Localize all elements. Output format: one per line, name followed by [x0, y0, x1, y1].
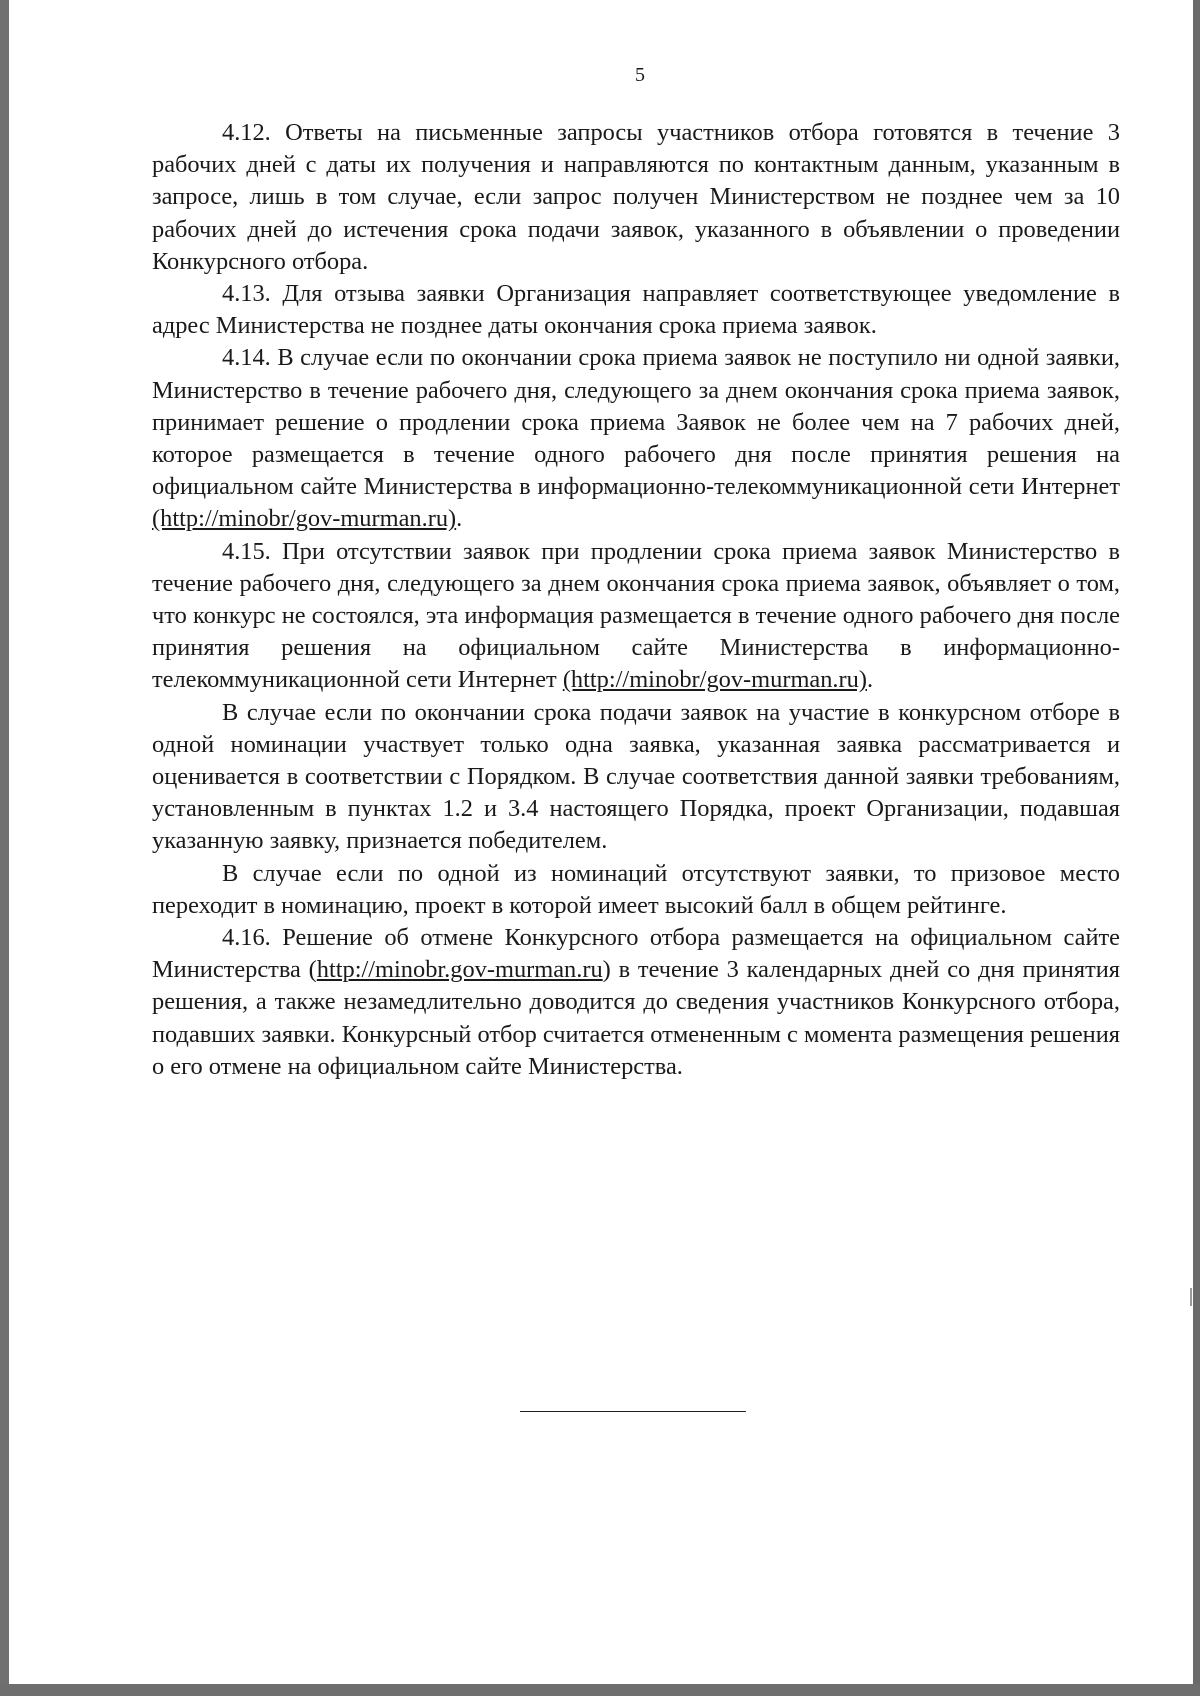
paragraph-text: 4.16. Решение об отмене Конкурсного отбора размещается на официальном сайте Министерства (: [152, 924, 1120, 984]
paragraph-single-application: В случае если по окончании срока подачи заявок на участие в конкурсном отборе в одной номинации участвует только одна заявка, указанная заявка рассматривается и оценивается в соответствии с Порядком. В случае соответствия данной заявки требованиям, установленным в пунктах 1.2 и 3.4 настоящего Порядка, проект Организации, подавшая указанную заявку, признается победителем.: [152, 698, 1120, 855]
paragraph-4-12: 4.12. Ответы на письменные запросы участников отбора готовятся в течение 3 рабочих дней с даты их получения и направляются по контактным данным, указанным в запросе, лишь в том случае, если запрос получен Министерством не позднее чем за 10 рабочих дней до истечения срока подачи заявок, указанного в объявлении о проведении Конкурсного отбора.: [152, 119, 1120, 275]
paragraph-4-13: 4.13. Для отзыва заявки Организация направляет соответствующее уведомление в адрес Министерства не позднее даты окончания срока приема заявок.: [152, 280, 1120, 340]
paragraph-end: .: [456, 505, 463, 533]
scan-edge-right: [1193, 0, 1200, 1696]
end-of-text-rule: [520, 1411, 746, 1412]
paragraph-end: ) в течение 3 календарных дней со дня принятия решения, а также незамедлительно доводится до сведения участников Конкурсного отбора, подавших заявки. Конкурсный отбор считается отмененным с момента размещения решения о его отмене на официальном сайте Министерства.: [152, 956, 1120, 1080]
paragraph-4-16: [152, 922, 1120, 1083]
scan-edge-bottom: [0, 1684, 1200, 1696]
paragraph-text: 4.15. При отсутствии заявок при продлении срока приема заявок Министерство в течение рабочего дня, следующего за днем окончания срока приема заявок, объявляет о том, что конкурс не состоялся, эта информация размещается в течение одного рабочего дня после принятия решения на официальном сайте Министерства в информационно-телекоммуникационной сети Интернет: [152, 537, 1120, 694]
scan-artifact: [1190, 1288, 1192, 1306]
scan-edge-left: [0, 0, 9, 1696]
page-number: 5: [635, 64, 645, 86]
ministry-website-link[interactable]: http://minobr.gov-murman.ru: [316, 956, 603, 984]
paragraph-end: .: [866, 666, 874, 694]
document-body: [152, 117, 1120, 1083]
paragraph-missing-nomination: В случае если по одной из номинаций отсутствуют заявки, то призовое место переходит в номинацию, проект в которой имеет высокий балл в общем рейтинге.: [152, 859, 1120, 919]
paragraph-4-14: [152, 342, 1120, 535]
paragraph-text: 4.14. В случае если по окончании срока приема заявок не поступило ни одной заявки, Министерство в течение рабочего дня, следующего за днем окончания срока приема заявок, принимает решение о продлении срока приема Заявок не более чем на 7 рабочих дней, которое размещается в течение одного рабочего дня после принятия решения на официальном сайте Министерства в информационно-телекоммуникационной сети Интернет: [152, 344, 1120, 501]
paragraph-4-15: [152, 536, 1120, 697]
ministry-website-link[interactable]: (http://minobr/gov-murman.ru): [152, 505, 457, 533]
ministry-website-link[interactable]: (http://minobr/gov-murman.ru): [562, 666, 867, 694]
